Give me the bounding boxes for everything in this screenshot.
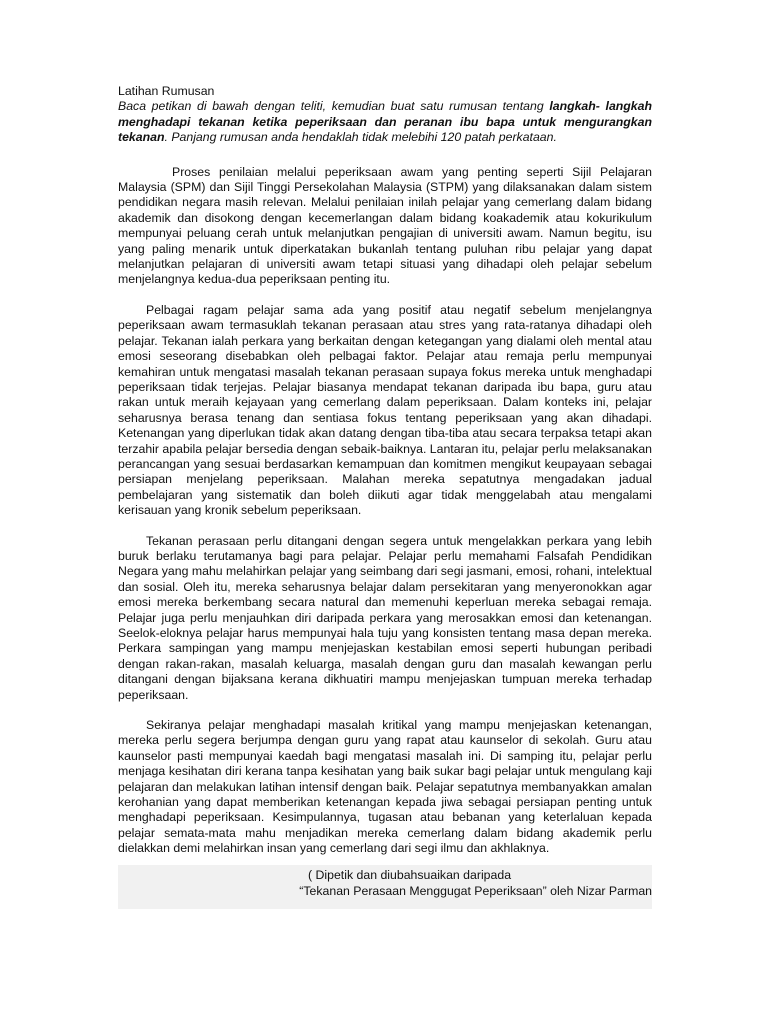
paragraph-4: Sekiranya pelajar menghadapi masalah kritikal yang mampu menjejaskan ketenangan, mereka perlu segera berjumpa dengan guru yang rapat atau kaunselor di sekolah. Guru atau kaunselor pasti mempunyai kaedah bagi mengatasi masalah ini. Di samping itu, pelajar perlu menjaga kesihatan diri kerana tanpa kesihatan yang baik sukar bagi pelajar untuk mengulang kaji pelajaran dan melakukan latihan intensif dengan baik. Pelajar sepatutnya membanyakkan amalan kerohanian yang dapat memberikan ketenangan kepada jiwa sebagai persiapan penting untuk menghadapi peperiksaan. Kesimpulannya, tugasan atau bebanan yang keterlaluan kepada pelajar semata-mata mahu menjadikan mereka cemerlang dalam bidang akademik perlu dielakkan demi melahirkan insan yang cemerlang dari segi ilmu dan akhlaknya. bbox=[118, 718, 652, 856]
instruction-part2: . Panjang rumusan anda hendaklah tidak melebihi 120 patah perkataan. bbox=[164, 130, 557, 145]
paragraph-3: Tekanan perasaan perlu ditangani dengan segera untuk mengelakkan perkara yang lebih buruk berlaku terutamanya bagi para pelajar. Pelajar perlu memahami Falsafah Pendidikan Negara yang mahu melahirkan pelajar yang seimbang dari segi jasmani, emosi, rohani, intelektual dan sosial. Oleh itu, mereka seharusnya belajar dalam persekitaran yang menyeronokkan agar emosi mereka berkembang secara natural dan memenuhi keperluan mereka sebagai remaja. Pelajar juga perlu menjauhkan diri daripada perkara yang merosakkan emosi dan ketenangan. Seelok-eloknya pelajar harus mempunyai hala tuju yang konsisten tentang masa depan mereka. Perkara sampingan yang mampu menjejaskan kestabilan emosi seperti hubungan peribadi dengan rakan-rakan, masalah keluarga, masalah dengan guru dan masalah kewangan perlu ditangani dengan bijaksana kerana dikhuatiri mampu menjejaskan tumpuan mereka terhadap peperiksaan. bbox=[118, 533, 652, 702]
source-line-1: ( Dipetik dan diubahsuaikan daripada bbox=[308, 867, 512, 882]
instruction-part1: Baca petikan di bawah dengan teliti, kemudian buat satu rumusan tentang bbox=[118, 99, 550, 114]
source-citation bbox=[118, 865, 652, 909]
paragraph-1: Proses penilaian melalui peperiksaan awam yang penting seperti Sijil Pelajaran Malaysia (SPM) dan Sijil Tinggi Persekolahan Malaysia (STPM) yang dilaksanakan dalam sistem pendidikan negara masih relevan. Melalui penilaian inilah pelajar yang cemerlang dalam bidang akademik dan disokong dengan kecemerlangan dalam bidang koakademik atau kokurikulum mempunyai peluang cerah untuk melanjutkan pengajian di universiti awam. Namun begitu, isu yang paling menarik untuk diperkatakan bukanlah tentang puluhan ribu pelajar yang dapat melanjutkan pelajaran di universiti awam tetapi situasi yang dihadapi oleh pelajar sebelum menjelangnya kedua-dua peperiksaan penting itu. bbox=[118, 164, 652, 287]
source-line-2: “Tekanan Perasaan Menggugat Peperiksaan” oleh Nizar Parman bbox=[299, 883, 652, 898]
document-title: Latihan Rumusan bbox=[118, 84, 215, 98]
instruction-text bbox=[118, 99, 652, 145]
paragraph-2: Pelbagai ragam pelajar sama ada yang positif atau negatif sebelum menjelangnya peperiksaan awam termasuklah tekanan perasaan atau stres yang rata-ratanya dihadapi oleh pelajar. Tekanan ialah perkara yang berkaitan dengan ketegangan yang dialami oleh mental atau emosi seseorang disebabkan oleh pelbagai faktor. Pelajar atau remaja perlu mempunyai kemahiran untuk mengatasi masalah tekanan perasaan supaya fokus mereka untuk menghadapi peperiksaan tidak terjejas. Pelajar biasanya mendapat tekanan daripada ibu bapa, guru atau rakan untuk meraih kejayaan yang cemerlang dalam peperiksaan. Dalam konteks ini, pelajar seharusnya berasa tenang dan sentiasa fokus tentang peperiksaan yang akan dihadapi. Ketenangan yang diperlukan tidak akan datang dengan tiba-tiba atau secara terpaksa tetapi akan terzahir apabila pelajar bersedia dengan sebaik-baiknya. Lantaran itu, pelajar perlu melaksanakan perancangan yang sesuai berdasarkan kemampuan dan komitmen mengikut keupayaan sebagai persiapan menjelang peperiksaan. Malahan mereka sepatutnya mengadakan jadual pembelajaran yang sistematik dan boleh diikuti agar tidak menggelabah atau mengalami kerisauan yang kronik sebelum peperiksaan. bbox=[118, 302, 652, 518]
instruction-bold-topic: langkah- langkah menghadapi tekanan ketika peperiksaan dan peranan ibu bapa untuk mengurangkan tekanan bbox=[118, 99, 652, 145]
document-page bbox=[118, 84, 652, 909]
